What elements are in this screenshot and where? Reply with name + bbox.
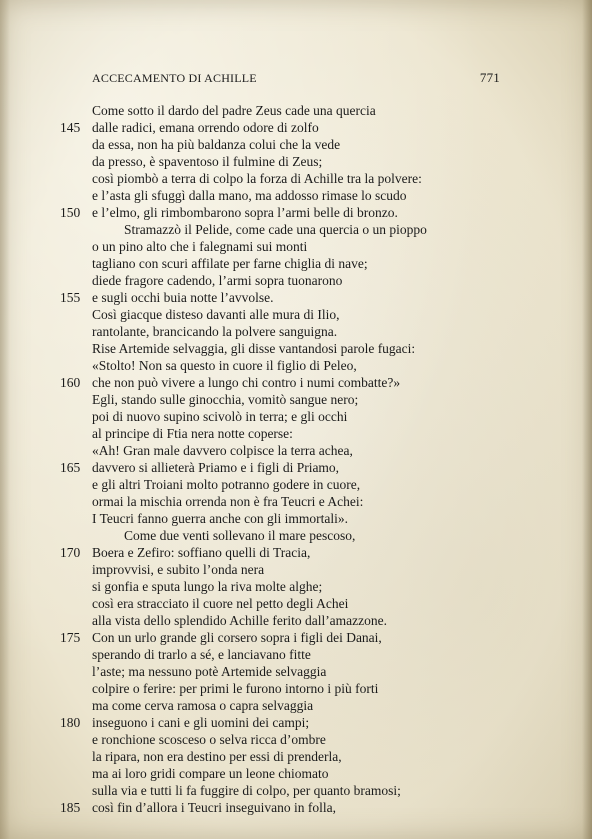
verse-line [60,374,560,391]
line-number: 155 [60,290,81,305]
verse-line [60,544,560,561]
verse-line [60,510,560,527]
verse-line [60,425,560,442]
verse-line [60,782,560,799]
verse-line [60,119,560,136]
verse-line [60,442,560,459]
line-number: 165 [60,460,81,475]
verse-text: Con un urlo grande gli corsero sopra i figli dei Danai, [92,630,382,645]
verse-line [60,527,560,544]
line-number: 145 [60,120,81,135]
verse-line [60,153,560,170]
verse-text: ma come cerva ramosa o capra selvaggia [92,698,314,713]
verse-line [60,255,560,272]
line-number: 175 [60,630,81,645]
verse-text: «Stolto! Non sa questo in cuore il figlio di Peleo, [92,358,357,373]
verse-line [60,646,560,663]
verse-text: e ronchione scosceso o selva ricca d’ombre [92,732,326,747]
verse-text: l’aste; ma nessuno potè Artemide selvaggia [92,664,327,679]
verse-line [60,204,560,221]
verse-text: Così giacque disteso davanti alle mura di Ilio, [92,307,340,322]
verse-line [60,340,560,357]
verse-text: così era stracciato il cuore nel petto degli Achei [92,596,349,611]
verse-line [60,697,560,714]
verse-text: tagliano con scuri affilate per farne chiglia di nave; [92,256,368,271]
verse-line [60,680,560,697]
page-edge-left [0,0,10,839]
line-number: 180 [60,715,81,730]
verse-text: I Teucri fanno guerra anche con gli immortali». [92,511,348,526]
verse-text: Come sotto il dardo del padre Zeus cade una quercia [92,103,376,118]
verse-line [60,289,560,306]
chapter-title: ACCECAMENTO DI ACHILLE [92,71,257,85]
verse-text: si gonfia e sputa lungo la riva molte alghe; [92,579,323,594]
verse-line [60,578,560,595]
verse-text: sperando di trarlo a sé, e lanciavano fitte [92,647,311,662]
verse-line [60,187,560,204]
verse-text: colpire o ferire: per primi le furono intorno i più forti [92,681,379,696]
verse-text: dalle radici, emana orrendo odore di zolfo [92,120,319,135]
verse-text: o un pino alto che i falegnami sui monti [92,239,308,254]
verse-line [60,629,560,646]
verse-text: da presso, è spaventoso il fulmine di Zeus; [92,154,323,169]
verse-line [60,357,560,374]
page-edge-right [582,0,592,839]
line-number: 160 [60,375,81,390]
verse-text: che non può vivere a lungo chi contro i numi combatte?» [92,375,401,390]
verse-block [60,102,560,816]
verse-line [60,272,560,289]
page-number: 771 [479,70,500,85]
verse-line [60,408,560,425]
verse-line [60,493,560,510]
verse-line [60,561,560,578]
running-header [92,70,500,86]
verse-line [60,306,560,323]
verse-text: e l’elmo, gli rimbombarono sopra l’armi belle di bronzo. [92,205,398,220]
verse-line [60,731,560,748]
verse-line [60,459,560,476]
verse-text: al principe di Ftia nera notte coperse: [92,426,293,441]
verse-text: Boera e Zefiro: soffiano quelli di Tracia, [92,545,311,560]
verse-line [60,391,560,408]
verse-text: rantolante, brancicando la polvere sanguigna. [92,324,338,339]
verse-line [60,323,560,340]
verse-line [60,595,560,612]
verse-text: davvero si allieterà Priamo e i figli di Priamo, [92,460,340,475]
verse-text: da essa, non ha più baldanza colui che la vede [92,137,341,152]
verse-text: e sugli occhi buia notte l’avvolse. [92,290,274,305]
line-number: 170 [60,545,81,560]
verse-text: Rise Artemide selvaggia, gli disse vantandosi parole fugaci: [92,341,416,356]
verse-text: inseguono i cani e gli uomini dei campi; [92,715,310,730]
verse-text: ma ai loro gridi compare un leone chiomato [92,766,329,781]
line-number: 185 [60,800,81,815]
verse-text: e gli altri Troiani molto potranno godere in cuore, [92,477,361,492]
verse-text: alla vista dello splendido Achille ferito dall’amazzone. [92,613,388,628]
verse-line [60,612,560,629]
verse-text: ormai la mischia orrenda non è fra Teucri e Achei: [92,494,364,509]
verse-text: Egli, stando sulle ginocchia, vomitò sangue nero; [92,392,359,407]
verse-text: improvvisi, e subito l’onda nera [92,562,265,577]
verse-text: così fin d’allora i Teucri inseguivano in folla, [92,800,336,815]
verse-line [60,663,560,680]
verse-line [60,221,560,238]
verse-text: Stramazzò il Pelide, come cade una quercia o un pioppo [124,222,427,237]
verse-text: così piombò a terra di colpo la forza di Achille tra la polvere: [92,171,422,186]
verse-text: la ripara, non era destino per essi di prenderla, [92,749,342,764]
verse-line [60,476,560,493]
verse-text: diede fragore cadendo, l’armi sopra tuonarono [92,273,343,288]
verse-text: «Ah! Gran male davvero colpisce la terra achea, [92,443,353,458]
verse-text: sulla via e tutti li fa fuggire di colpo, per quanto bramosi; [92,783,401,798]
line-number: 150 [60,205,81,220]
verse-text: e l’asta gli sfuggì dalla mano, ma addosso rimase lo scudo [92,188,407,203]
verse-line [60,765,560,782]
verse-line [60,799,560,816]
verse-line [60,714,560,731]
verse-line [60,170,560,187]
verse-line [60,102,560,119]
verse-line [60,748,560,765]
verse-text: poi di nuovo supino scivolò in terra; e gli occhi [92,409,348,424]
verse-line [60,238,560,255]
verse-line [60,136,560,153]
verse-text: Come due venti sollevano il mare pescoso, [124,528,356,543]
